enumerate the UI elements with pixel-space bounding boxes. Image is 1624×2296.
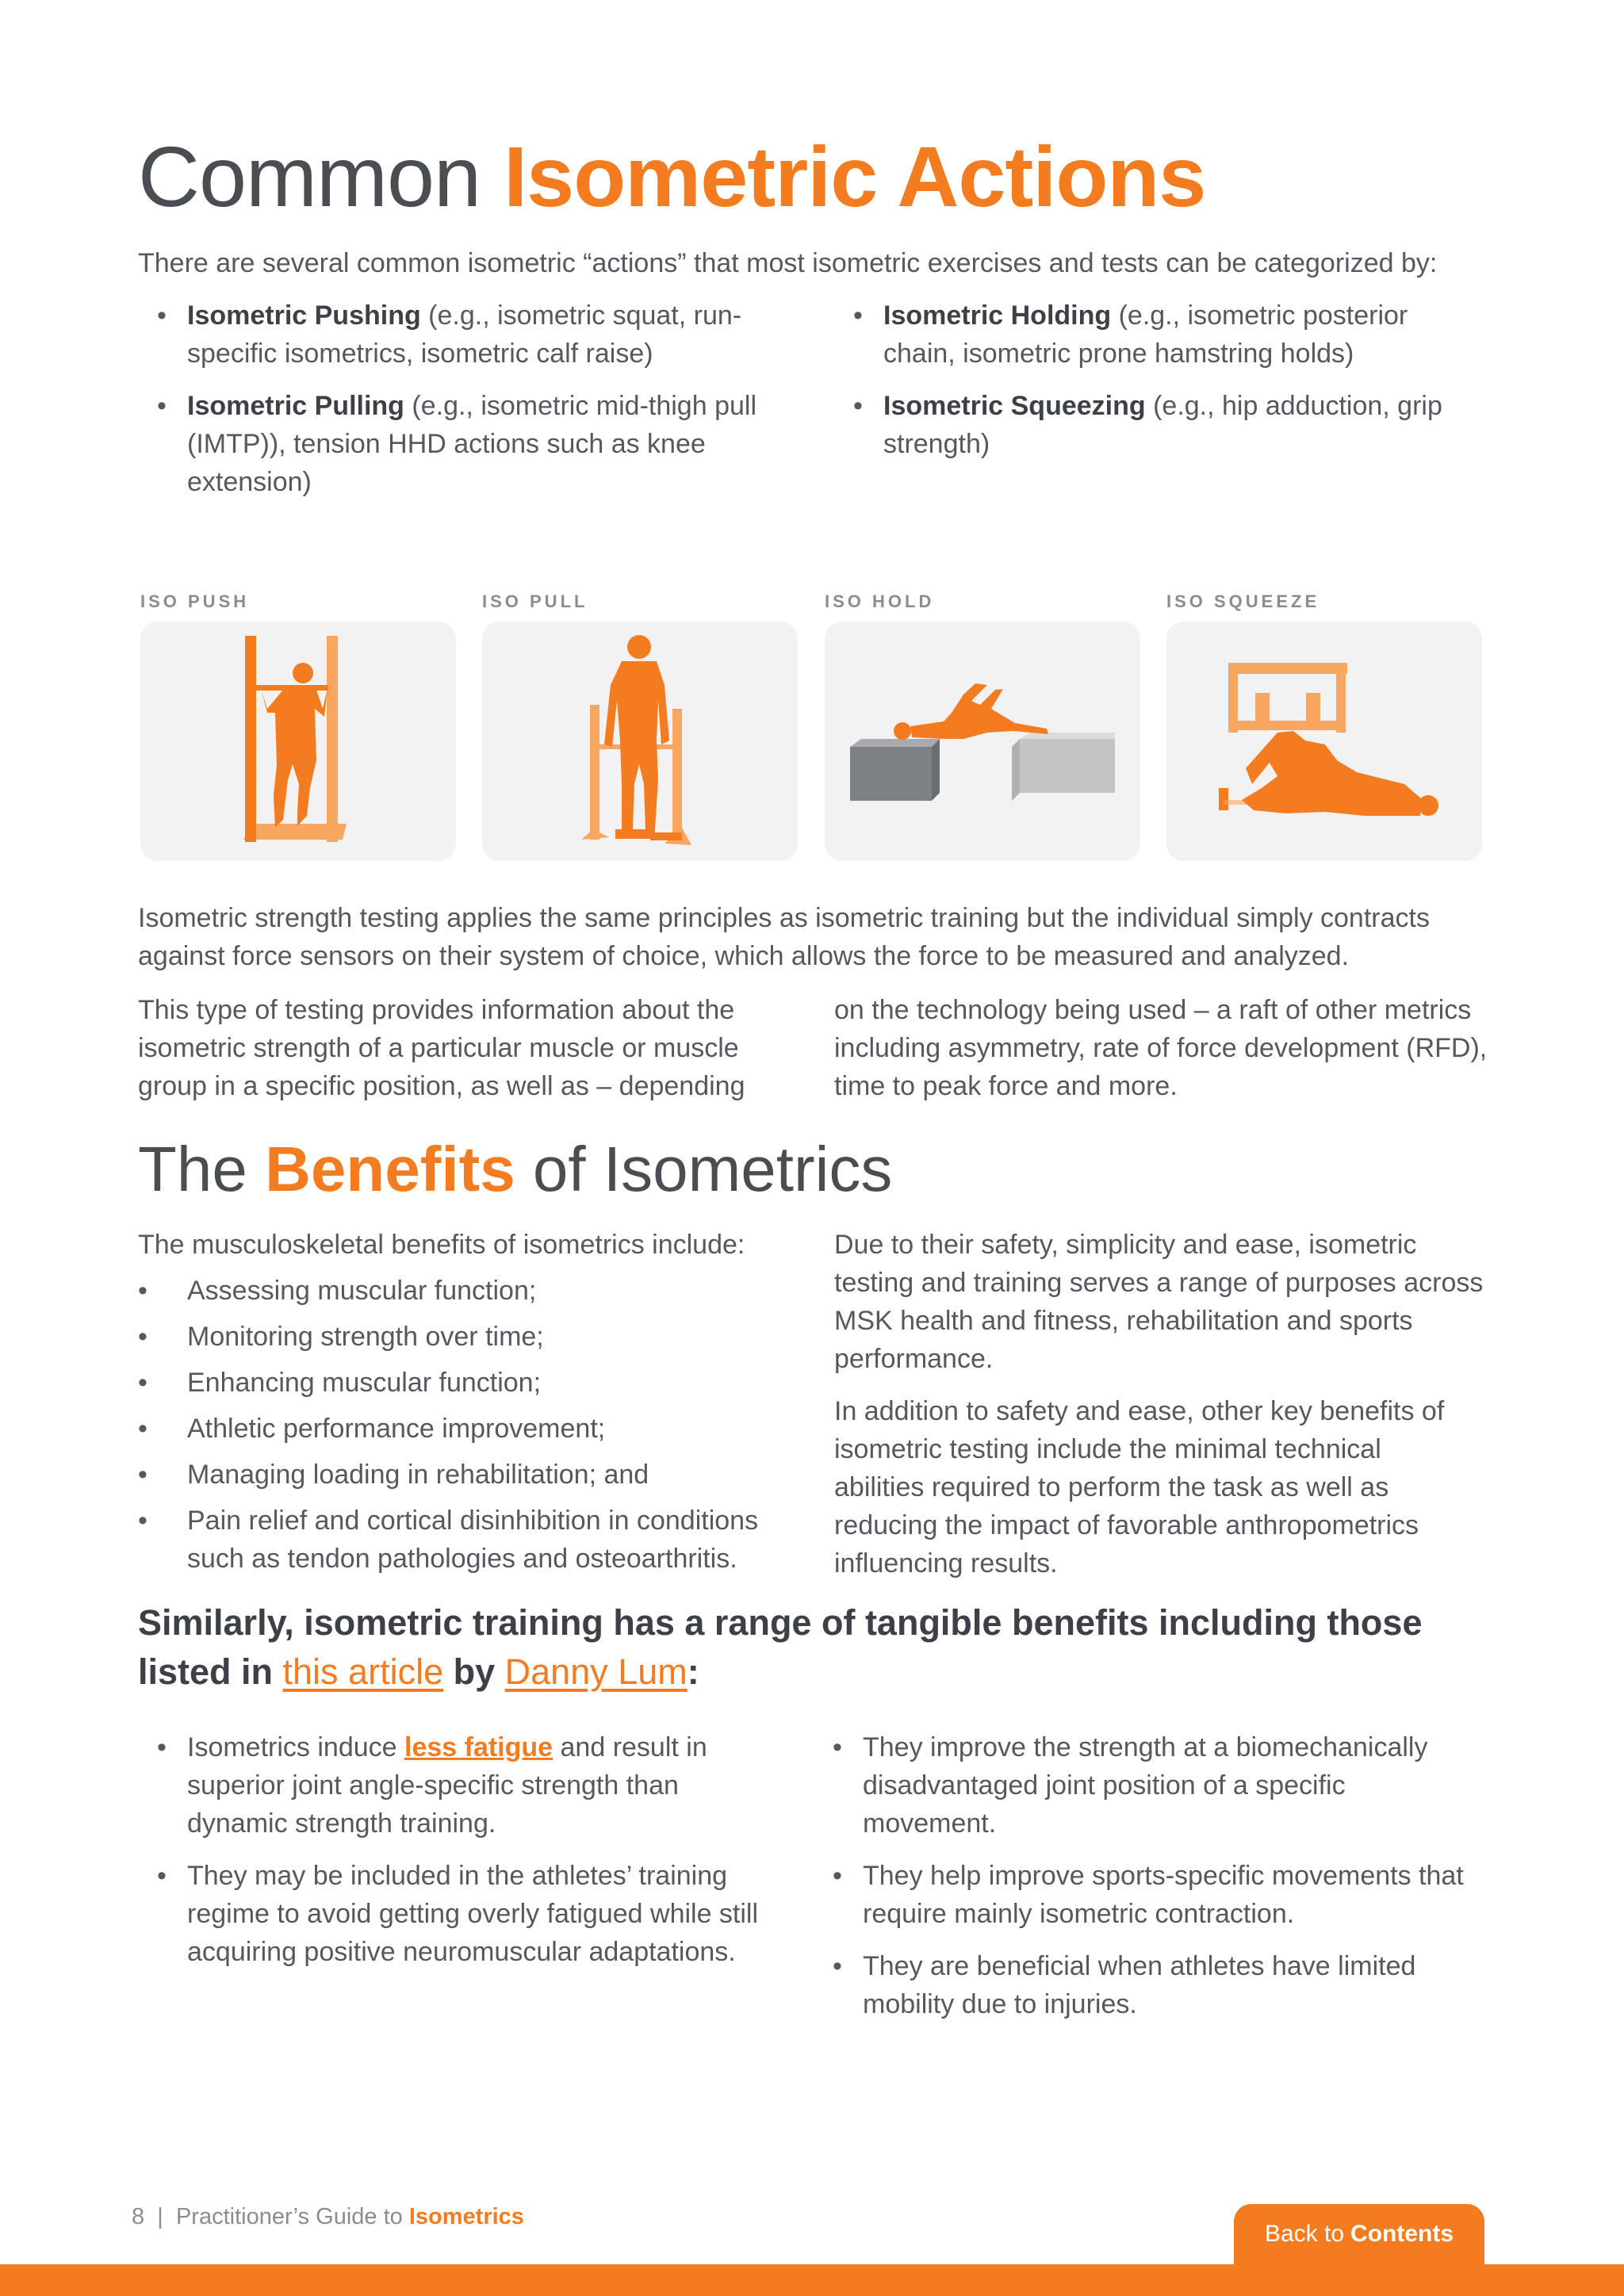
this-article-link[interactable]: this article (282, 1651, 444, 1692)
list-item: • Assessing muscular function; (138, 1272, 796, 1310)
testing-col-left: This type of testing provides information about the isometric strength of a particular muscle or muscle group in a specific position, as well as – depending (138, 995, 745, 1101)
iso-squeeze-illustration (1166, 622, 1482, 861)
benefits-heading: The Benefits of Isometrics (138, 1134, 893, 1204)
list-item: • Isometric Pulling (e.g., isometric mid-thigh pull (IMTP)), tension HHD actions such as knee extension) (138, 387, 772, 501)
iso-pull-illustration (482, 622, 798, 861)
actions-list-left (138, 297, 772, 515)
actions-list-right (834, 297, 1484, 477)
list-item: • Monitoring strength over time; (138, 1318, 796, 1356)
page-number: 8 (132, 2204, 145, 2229)
list-item: • Isometric Holding (e.g., isometric posterior chain, isometric prone hamstring holds) (834, 297, 1484, 373)
training-list-left (138, 1728, 772, 1985)
list-item: • Isometric Pushing (e.g., isometric squat, run-specific isometrics, isometric calf raise) (138, 297, 772, 373)
list-item: • They help improve sports-specific movements that require mainly isometric contraction. (814, 1857, 1480, 1933)
list-item: • Isometrics induce less fatigue and result in superior joint angle-specific strength than dynamic strength training. (138, 1728, 772, 1843)
iso-pull-figure (482, 622, 798, 861)
figure-label-hold: ISO HOLD (825, 591, 935, 611)
list-item: • Isometric Squeezing (e.g., hip adduction, grip strength) (834, 387, 1484, 463)
danny-lum-link[interactable]: Danny Lum (504, 1651, 688, 1692)
list-item: • They may be included in the athletes’ training regime to avoid getting overly fatigued while still acquiring positive neuromuscular adaptations. (138, 1857, 772, 1971)
testing-col-right: on the technology being used – a raft of other metrics including asymmetry, rate of force development (RFD), time to peak force and more. (834, 995, 1488, 1101)
iso-push-illustration (140, 622, 456, 861)
benefits-list (138, 1272, 796, 1586)
page-title: Common Isometric Actions (138, 128, 1206, 224)
back-to-contents-button[interactable]: Back to Contents (1234, 2204, 1484, 2264)
benefits-right-p1: Due to their safety, simplicity and ease, isometric testing and training serves a range of purposes across MSK health and fitness, rehabilitation and sports performance. (834, 1230, 1484, 1374)
similarly-heading: Similarly, isometric training has a range of tangible benefits including those listed in this article by Danny Lum: (138, 1602, 1423, 1692)
list-item: • Pain relief and cortical disinhibition in conditions such as tendon pathologies and osteoarthritis. (138, 1502, 796, 1578)
testing-paragraph: Isometric strength testing applies the same principles as isometric training but the individual simply contracts against force sensors on their system of choice, which allows the force to be measured and analyzed. (138, 903, 1430, 971)
benefits-intro: The musculoskeletal benefits of isometrics include: (138, 1230, 745, 1260)
intro-text: There are several common isometric “actions” that most isometric exercises and tests can be categorized by: (138, 248, 1438, 278)
list-item: • They are beneficial when athletes have limited mobility due to injuries. (814, 1947, 1480, 2023)
figure-label-pull: ISO PULL (482, 591, 588, 611)
benefits-right-p2: In addition to safety and ease, other key benefits of isometric testing include the minimal technical abilities required to perform the task as well as reducing the impact of favorable anthropometrics influencing results. (834, 1396, 1445, 1578)
figure-label-push: ISO PUSH (140, 591, 250, 611)
list-item: • Athletic performance improvement; (138, 1410, 796, 1448)
iso-squeeze-figure (1166, 622, 1482, 861)
less-fatigue-link[interactable]: less fatigue (404, 1732, 553, 1762)
iso-hold-figure (825, 622, 1140, 861)
page-footer: 8 | Practitioner’s Guide to Isometrics (132, 2204, 524, 2229)
training-list-right (814, 1728, 1480, 2038)
iso-push-figure (140, 622, 456, 861)
iso-hold-illustration (825, 622, 1140, 861)
list-item: • They improve the strength at a biomechanically disadvantaged joint position of a specific movement. (814, 1728, 1480, 1843)
list-item: • Managing loading in rehabilitation; and (138, 1456, 796, 1494)
footer-bar (0, 2264, 1624, 2296)
list-item: • Enhancing muscular function; (138, 1364, 796, 1402)
figure-label-squeeze: ISO SQUEEZE (1166, 591, 1320, 611)
